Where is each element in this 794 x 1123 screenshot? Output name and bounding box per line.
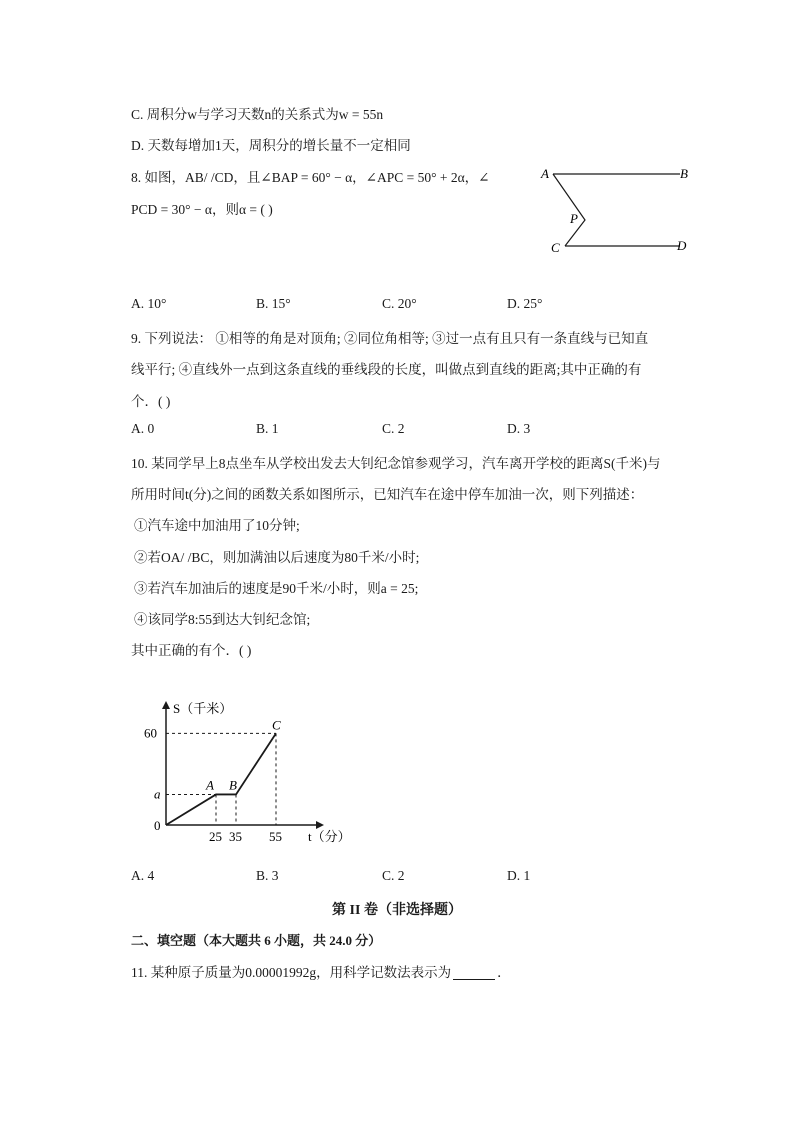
line-apc <box>553 174 585 246</box>
q8-option-d: D. 25° <box>507 296 543 311</box>
q11-stem <box>131 961 511 981</box>
q10-statement-3: ③若汽车加油后的速度是90千米/小时，则a = 25; <box>134 581 419 596</box>
q8-figure <box>535 160 705 260</box>
q10-stem-line2: 所用时间t(分)之间的函数关系如图所示，已知汽车在途中停车加油一次，则下列描述： <box>131 487 644 502</box>
y-tick-label-a: a <box>154 786 161 802</box>
q10-statement-2: ②若OA/ /BC，则加满油以后速度为80千米/小时; <box>134 550 420 565</box>
x-axis-label: t（分） <box>308 829 351 844</box>
q9-stem-line3: 个．( ) <box>131 394 171 409</box>
origin-label: 0 <box>154 818 161 833</box>
q8-stem-line1: 8. 如图，AB/ /CD，且∠BAP = 60° − α，∠APC = 50° + 2α，∠ <box>131 170 490 185</box>
q8-option-b: B. 15° <box>256 296 291 311</box>
x-tick-label-35: 35 <box>229 829 242 844</box>
y-axis-arrow <box>162 701 170 709</box>
q10-distance-time-chart <box>140 700 351 850</box>
q11-text: 11. 某种原子质量为0.00001992g，用科学记数法表示为 <box>131 965 452 980</box>
q10-statement-1: ①汽车途中加油用了10分钟; <box>134 518 300 533</box>
q10-option-a: A. 4 <box>131 868 155 883</box>
point-label-b: B <box>229 777 237 793</box>
series-line <box>166 733 276 825</box>
q9-option-d: D. 3 <box>507 421 531 436</box>
q8-option-a: A. 10° <box>131 296 167 311</box>
label-a: A <box>541 166 549 181</box>
q10-option-d: D. 1 <box>507 868 531 883</box>
q10-option-c: C. 2 <box>382 868 405 883</box>
q9-option-b: B. 1 <box>256 421 279 436</box>
q9-option-c: C. 2 <box>382 421 405 436</box>
dashed-guides <box>166 733 276 825</box>
q9-stem-line2: 线平行; ④直线外一点到这条直线的垂线段的长度，叫做点到直线的距离;其中正确的有 <box>131 362 642 377</box>
q10-ask: 其中正确的有个．( ) <box>131 643 252 658</box>
q7-option-d: D. 天数每增加1天，周积分的增长量不一定相同 <box>131 138 411 153</box>
q10-stem-line1: 10. 某同学早上8点坐车从学校出发去大钊纪念馆参观学习，汽车离开学校的距离S(千米)与 <box>131 456 661 471</box>
section-heading: 二、填空题（本大题共 6 小题，共 24.0 分） <box>131 933 382 948</box>
q11-answer-blank[interactable] <box>453 965 495 980</box>
q11-tail: ． <box>497 965 511 980</box>
x-tick-label-25: 25 <box>209 829 222 844</box>
q10-option-b: B. 3 <box>256 868 279 883</box>
q9-option-a: A. 0 <box>131 421 155 436</box>
y-axis-label: S（千米） <box>173 701 233 716</box>
label-d: D <box>677 238 687 253</box>
label-b: B <box>680 166 688 181</box>
q8-option-c: C. 20° <box>382 296 417 311</box>
q9-stem-line1: 9. 下列说法： ①相等的角是对顶角; ②同位角相等; ③过一点有且只有一条直线与已知直 <box>131 331 649 346</box>
x-tick-label-55: 55 <box>269 829 282 844</box>
y-tick-label-60: 60 <box>144 725 157 741</box>
x-axis-arrow <box>316 821 324 829</box>
point-label-c: C <box>272 717 281 733</box>
point-labels <box>205 717 281 792</box>
q8-stem-line2: PCD = 30° − α，则α = ( ) <box>131 202 273 217</box>
q10-statement-4: ④该同学8:55到达大钊纪念馆; <box>134 612 311 627</box>
q7-option-c: C. 周积分w与学习天数n的关系式为w = 55n <box>131 107 384 122</box>
label-p: P <box>570 211 578 226</box>
section-title: 第 II 卷（非选择题） <box>332 903 462 918</box>
label-c: C <box>551 240 560 255</box>
point-label-a: A <box>206 777 214 793</box>
